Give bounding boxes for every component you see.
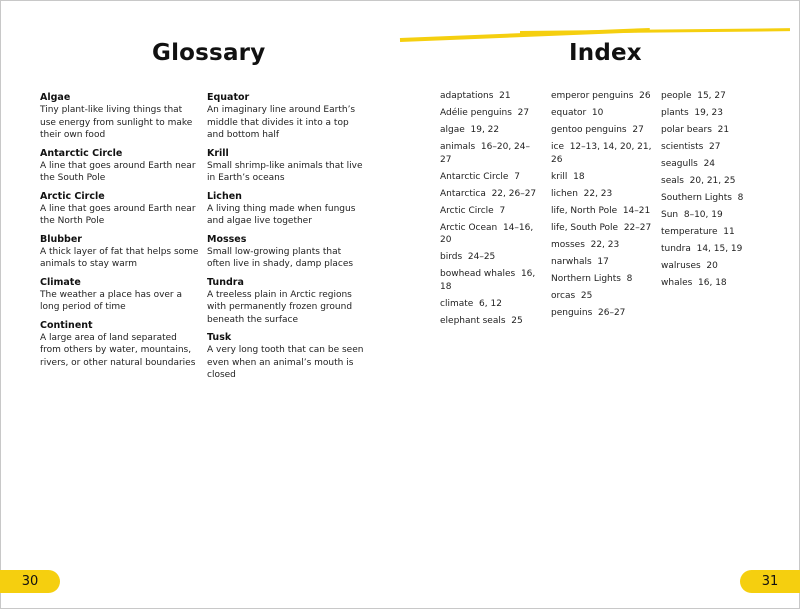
glossary-entry [207, 276, 367, 327]
index-page [400, 0, 800, 609]
glossary-definition: A large area of land separated from others by water, mountains, rivers, or other natural boundaries [40, 332, 196, 368]
index-entry: algae 19, 22 [440, 125, 500, 135]
index-entry: temperature 11 [661, 227, 735, 237]
index-entry: scientists 27 [661, 142, 721, 152]
glossary-definition: A treeless plain in Arctic regions with permanently frozen ground beneath the surface [207, 289, 353, 325]
page-number-right: 31 [740, 570, 800, 593]
glossary-term: Blubber [40, 233, 82, 245]
glossary-definition: The weather a place has over a long period of time [40, 289, 183, 312]
glossary-term: Equator [207, 92, 250, 103]
glossary-term: Algae [40, 92, 71, 103]
index-entry: adaptations 21 [440, 91, 511, 101]
index-entry: life, South Pole 22–27 [551, 222, 652, 233]
index-entry: Arctic Ocean 14–16, 20 [440, 222, 537, 245]
glossary-term: Climate [40, 276, 81, 288]
glossary-definition: Tiny plant-like living things that use energy from sunlight to make their own food [40, 105, 193, 140]
index-entry: bowhead whales 16, 18 [440, 269, 539, 292]
index-entry: walruses 20 [661, 261, 718, 271]
index-entry: elephant seals 25 [440, 315, 523, 326]
index-column-2 [551, 90, 656, 324]
glossary-entry [207, 331, 367, 382]
index-entry: equator 10 [551, 108, 604, 118]
index-entry: life, North Pole 14–21 [551, 205, 651, 216]
index-entry: orcas 25 [551, 290, 593, 301]
glossary-entry [207, 190, 367, 228]
index-entry: birds 24–25 [440, 252, 496, 262]
index-entry: Antarctic Circle 7 [440, 171, 520, 182]
glossary-term: Tundra [207, 276, 244, 288]
glossary-entry [40, 319, 200, 370]
index-entry: Sun 8–10, 19 [661, 210, 723, 220]
index-entry: polar bears 21 [661, 125, 730, 135]
index-entry: Southern Lights 8 [661, 193, 744, 203]
index-entry: Antarctica 22, 26–27 [440, 188, 537, 199]
glossary-heading: Glossary [152, 40, 266, 66]
page-number-left: 30 [0, 570, 60, 593]
glossary-definition: Small low-growing plants that often live in shady, damp places [207, 246, 354, 269]
index-column-1 [440, 90, 540, 332]
index-entry: emperor penguins 26 [551, 91, 651, 101]
glossary-term: Mosses [207, 233, 247, 245]
index-entry: penguins 26–27 [551, 307, 626, 318]
glossary-definition: A living thing made when fungus and algae live together [207, 203, 356, 226]
index-entry: ice 12–13, 14, 20, 21, 26 [551, 142, 655, 165]
index-entry: Adélie penguins 27 [440, 108, 530, 118]
index-entry: mosses 22, 23 [551, 239, 620, 250]
glossary-term: Continent [40, 319, 93, 331]
index-entry: plants 19, 23 [661, 108, 723, 118]
glossary-entry [40, 147, 200, 185]
glossary-term: Tusk [207, 332, 232, 343]
index-entry: seals 20, 21, 25 [661, 176, 736, 186]
glossary-definition: A thick layer of fat that helps some animals to stay warm [40, 246, 199, 269]
glossary-entry [207, 147, 367, 185]
index-entry: gentoo penguins 27 [551, 125, 644, 135]
index-entry: Arctic Circle 7 [440, 205, 506, 216]
accent-stripe [520, 28, 790, 34]
glossary-entry [40, 190, 200, 228]
index-entry: climate 6, 12 [440, 298, 502, 309]
glossary-entry [40, 276, 200, 314]
glossary-column-2 [207, 91, 367, 387]
index-heading: Index [569, 40, 642, 66]
glossary-term: Lichen [207, 190, 242, 202]
index-entry: Northern Lights 8 [551, 273, 633, 284]
index-entry: animals 16–20, 24–27 [440, 142, 530, 165]
index-entry: whales 16, 18 [661, 278, 727, 288]
glossary-definition: Small shrimp-like animals that live in Earth’s oceans [207, 160, 363, 183]
glossary-entry [40, 233, 200, 271]
glossary-definition: A very long tooth that can be seen even when an animal’s mouth is closed [207, 345, 364, 380]
glossary-definition: A line that goes around Earth near the South Pole [40, 160, 196, 183]
glossary-definition: An imaginary line around Earth’s middle that divides it into a top and bottom half [207, 105, 356, 140]
index-entry: people 15, 27 [661, 91, 726, 101]
glossary-term: Krill [207, 147, 229, 159]
index-entry: krill 18 [551, 171, 585, 182]
glossary-term: Antarctic Circle [40, 147, 123, 159]
glossary-entry [40, 91, 200, 142]
glossary-entry [207, 233, 367, 271]
index-entry: seagulls 24 [661, 159, 716, 169]
index-column-3 [661, 90, 771, 294]
index-entry: lichen 22, 23 [551, 188, 613, 199]
glossary-definition: A line that goes around Earth near the North Pole [40, 203, 196, 226]
glossary-column-1 [40, 91, 200, 374]
glossary-term: Arctic Circle [40, 190, 105, 202]
index-entry: tundra 14, 15, 19 [661, 244, 743, 254]
glossary-entry [207, 91, 367, 142]
index-entry: narwhals 17 [551, 256, 609, 267]
